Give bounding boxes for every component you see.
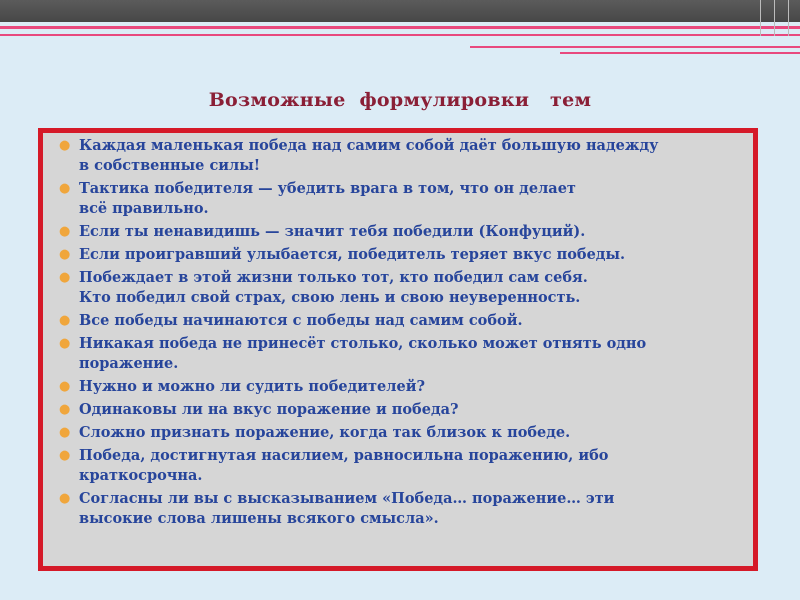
bullet-icon: ● — [59, 402, 71, 417]
list-item-text: Кто победил свой страх, свою лень и свою неуверенность. — [79, 289, 581, 306]
list-item-text: Нужно и можно ли судить победителей? — [79, 378, 425, 395]
list-item — [43, 423, 719, 443]
list-item-text: Одинаковы ли на вкус поражение и победа? — [79, 401, 459, 418]
list-item-text: Каждая маленькая победа над самим собой даёт большую надежду — [79, 137, 659, 154]
list-item — [43, 400, 719, 420]
bullet-icon: ● — [59, 425, 71, 440]
list-item-text: Сложно признать поражение, когда так близок к победе. — [79, 424, 571, 441]
pink-stripe — [0, 34, 800, 36]
list-item-text: Если проигравший улыбается, победитель теряет вкус победы. — [79, 246, 626, 263]
list-item-text: в собственные силы! — [79, 157, 261, 174]
list-item-text: Тактика победителя — убедить врага в том, что он делает — [79, 180, 576, 197]
bullet-icon: ● — [59, 491, 71, 506]
bullet-icon: ● — [59, 379, 71, 394]
decorative-tick — [774, 0, 775, 36]
bullet-icon: ● — [59, 247, 71, 262]
list-item — [43, 446, 719, 486]
bullet-icon: ● — [59, 181, 71, 196]
list-item-text: Победа, достигнутая насилием, равносильна поражению, ибо — [79, 447, 609, 464]
pink-stripe — [0, 26, 800, 29]
bullet-icon: ● — [59, 270, 71, 285]
list-item-text: Если ты ненавидишь — значит тебя победили (Конфуций). — [79, 223, 586, 240]
list-item — [43, 268, 719, 308]
quotes-frame — [38, 128, 758, 571]
list-item-text: всё правильно. — [79, 200, 209, 217]
top-decorative-band — [0, 0, 800, 22]
pink-stripe — [560, 52, 800, 54]
list-item — [43, 377, 719, 397]
list-item-text: Все победы начинаются с победы над самим собой. — [79, 312, 523, 329]
list-item — [43, 222, 719, 242]
list-item — [43, 179, 719, 219]
decorative-tick — [788, 0, 789, 36]
list-item — [43, 311, 719, 331]
decorative-tick — [760, 0, 761, 36]
list-item-text: Побеждает в этой жизни только тот, кто победил сам себя. — [79, 269, 588, 286]
bullet-icon: ● — [59, 313, 71, 328]
bullet-icon: ● — [59, 448, 71, 463]
list-item-text: Согласны ли вы с высказыванием «Победа… поражение… эти — [79, 490, 615, 507]
list-item — [43, 334, 719, 374]
bullet-icon: ● — [59, 336, 71, 351]
bullet-icon: ● — [59, 138, 71, 153]
slide-title: Возможные формулировки тем — [208, 89, 592, 111]
quotes-list — [43, 136, 719, 532]
list-item — [43, 245, 719, 265]
list-item-text: краткосрочна. — [79, 467, 203, 484]
list-item-text: Никакая победа не принесёт столько, сколько может отнять одно — [79, 335, 647, 352]
pink-stripe — [470, 46, 800, 48]
list-item-text: высокие слова лишены всякого смысла». — [79, 510, 439, 527]
list-item-text: поражение. — [79, 355, 179, 372]
list-item — [43, 489, 719, 529]
list-item — [43, 136, 719, 176]
bullet-icon: ● — [59, 224, 71, 239]
